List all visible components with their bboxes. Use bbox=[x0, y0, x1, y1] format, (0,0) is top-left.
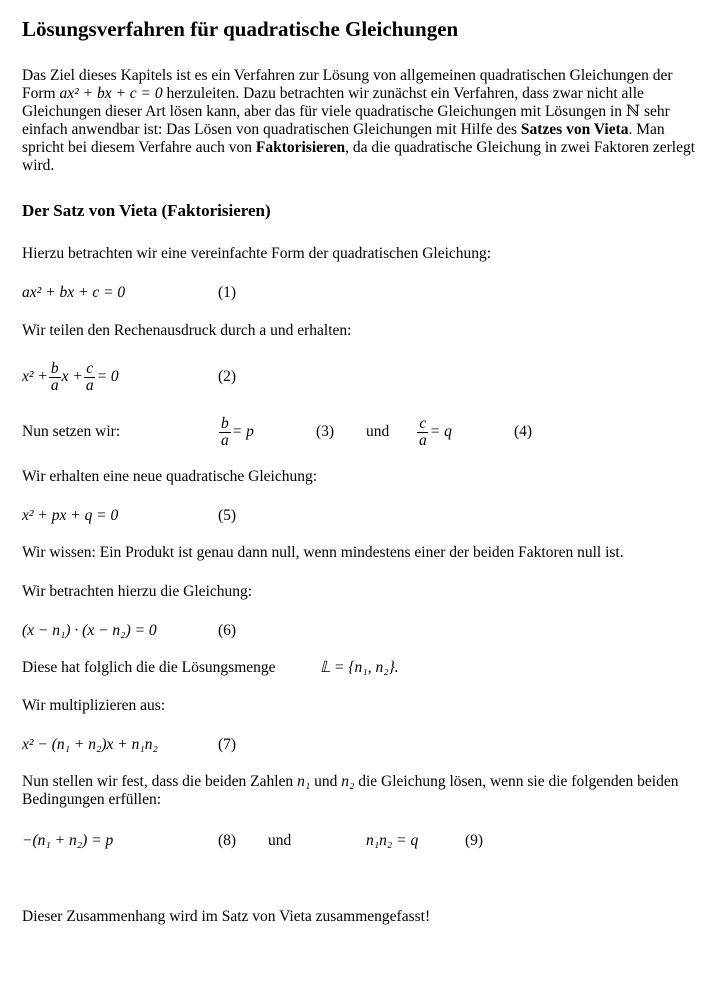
n1-symbol: n₁ bbox=[297, 773, 311, 790]
text-product-zero: Wir wissen: Ein Produkt ist genau dann null, wenn mindestens einer der beiden Faktoren null ist. bbox=[22, 544, 624, 561]
fraction-c-over-a-q: $\frac{c}{a}$ bbox=[419, 414, 427, 449]
equation-1-number: (1) bbox=[218, 284, 237, 301]
equation-5-number: (5) bbox=[218, 507, 237, 524]
text-solution-set: Diese hat folglich die die Lösungsmenge bbox=[22, 659, 276, 676]
eq2-rhs: = 0 bbox=[96, 368, 119, 385]
text-new-equation: Wir erhalten eine neue quadratische Gleichung: bbox=[22, 468, 318, 485]
solution-set: 𝕃 = {n₁, n₂}. bbox=[320, 659, 399, 676]
eq3-rhs: = p bbox=[231, 423, 254, 440]
text-simplified-form: Hierzu betrachten wir eine vereinfachte Form der quadratischen Gleichung: bbox=[22, 245, 492, 262]
equation-6-number: (6) bbox=[218, 622, 237, 639]
equation-8-number: (8) bbox=[218, 832, 237, 849]
text-divide: Wir teilen den Rechenausdruck durch a und erhalten: bbox=[22, 322, 352, 339]
conclusion-text: Dieser Zusammenhang wird im Satz von Vieta zusammengefasst! bbox=[22, 908, 431, 925]
conditions-text-1: Nun stellen wir fest, dass die beiden Zahlen bbox=[22, 773, 294, 790]
equation-3-number: (3) bbox=[316, 423, 335, 440]
intro-text-3: sehr einfach anwendbar ist: Das Lösen von quadratischen Gleichungen mit Hilfe des bbox=[22, 103, 670, 138]
equation-7: x² − (n₁ + n₂)x + n₁n₂ bbox=[22, 736, 158, 753]
eq2-x2: x² + bbox=[22, 368, 48, 385]
intro-text-5: , da die quadratische Gleichung in zwei Faktoren zerlegt wird. bbox=[22, 139, 696, 174]
equation-5: x² + px + q = 0 bbox=[22, 507, 119, 524]
intro-text-4: . Man spricht bei diesem Verfahre auch von bbox=[22, 121, 665, 156]
equation-8: −(n₁ + n₂) = p bbox=[22, 832, 114, 849]
equation-9: n₁n₂ = q bbox=[366, 832, 419, 849]
equation-2 bbox=[22, 357, 119, 397]
equation-4-number: (4) bbox=[514, 423, 533, 440]
fraction-c-over-a: $\frac{c}{a}$ bbox=[85, 359, 94, 394]
text-multiply: Wir multiplizieren aus: bbox=[22, 697, 166, 714]
equation-9-number: (9) bbox=[465, 832, 484, 849]
text-consider: Wir betrachten hierzu die Gleichung: bbox=[22, 583, 253, 600]
equation-6: (x − n₁) · (x − n₂) = 0 bbox=[22, 622, 157, 639]
intro-text-2: herzuleiten. Dazu betrachten wir zunächst ein Verfahren, dass zwar nicht alle Gleichungen dieser Art lösen kann, aber das für viele quadratische Gleichungen mit Lösungen in bbox=[22, 85, 644, 120]
factorize-term: Faktorisieren bbox=[255, 139, 346, 156]
vieta-term: Satzes von Vieta bbox=[520, 121, 629, 138]
conditions-text-2: und bbox=[314, 773, 338, 790]
fraction-b-over-a-p: $\frac{b}{a}$ bbox=[221, 414, 229, 449]
and-text-2: und bbox=[268, 832, 292, 849]
page-title: Lösungsverfahren für quadratische Gleichungen bbox=[22, 17, 459, 41]
section-title: Der Satz von Vieta (Faktorisieren) bbox=[22, 201, 271, 220]
natural-numbers-symbol: ℕ bbox=[625, 103, 641, 120]
equation-2-number: (2) bbox=[218, 368, 237, 385]
equation-1: ax² + bx + c = 0 bbox=[22, 284, 126, 301]
n2-symbol: n₂ bbox=[341, 773, 355, 790]
conditions-paragraph bbox=[22, 773, 702, 809]
equation-7-number: (7) bbox=[218, 736, 237, 753]
text-set: Nun setzen wir: bbox=[22, 423, 121, 440]
equation-3 bbox=[218, 412, 254, 452]
fraction-b-over-a: $\frac{b}{a}$ bbox=[50, 359, 59, 394]
intro-paragraph bbox=[22, 67, 702, 175]
intro-text-1: Das Ziel dieses Kapitels ist es ein Verfahren zur Lösung von allgemeinen quadratischen Gleichungen der Form bbox=[22, 67, 673, 102]
eq4-rhs: = q bbox=[429, 423, 452, 440]
intro-formula: ax² + bx + c = 0 bbox=[59, 85, 163, 102]
eq2-x: x + bbox=[61, 368, 83, 385]
and-text-1: und bbox=[366, 423, 390, 440]
equation-4 bbox=[416, 412, 452, 452]
conditions-text-3: die Gleichung lösen, wenn sie die folgenden beiden Bedingungen erfüllen: bbox=[22, 773, 679, 808]
